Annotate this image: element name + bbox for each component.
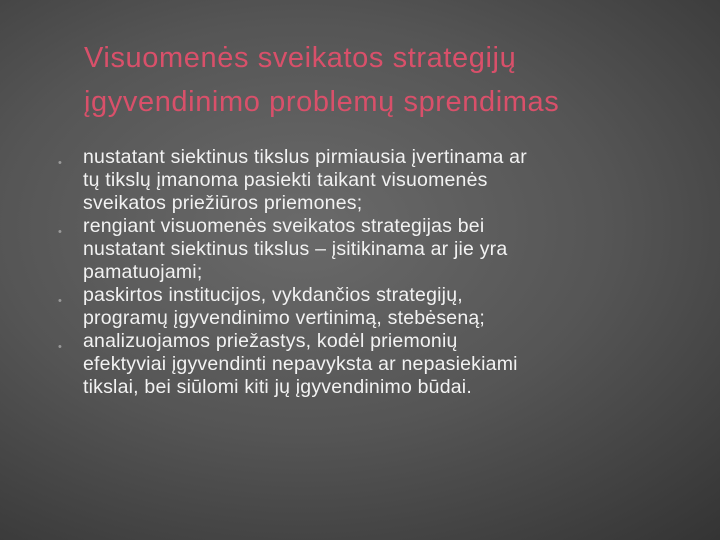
bullet-2-line-2: nustatant siektinus tikslus – įsitikinama ar jie yra xyxy=(83,238,508,260)
bullet-1-line-2: tų tikslų įmanoma pasiekti taikant visuomenės xyxy=(83,169,488,191)
bullet-item-4 xyxy=(58,330,688,399)
bullet-item-3 xyxy=(58,284,688,330)
bullet-dot-icon: • xyxy=(58,295,62,307)
bullet-text-3 xyxy=(83,284,485,330)
bullet-item-1 xyxy=(58,146,688,215)
bullet-item-2 xyxy=(58,215,688,284)
bullet-dot-icon: • xyxy=(58,157,62,169)
slide-title-line-1: Visuomenės sveikatos strategijų xyxy=(84,42,517,74)
bullet-4-line-2: efektyviai įgyvendinti nepavyksta ar nepasiekiami xyxy=(83,353,518,375)
bullet-3-line-1: paskirtos institucijos, vykdančios strategijų, xyxy=(83,284,463,306)
bullet-3-line-2: programų įgyvendinimo vertinimą, stebėseną; xyxy=(83,307,486,329)
slide-title-line-2: įgyvendinimo problemų sprendimas xyxy=(84,86,560,118)
bullet-4-line-1: analizuojamos priežastys, kodėl priemonių xyxy=(83,330,458,352)
bullet-text-4 xyxy=(83,330,518,399)
slide-title xyxy=(84,36,704,124)
bullet-4-line-3: tikslai, bei siūlomi kiti jų įgyvendinimo būdai. xyxy=(83,376,472,398)
bullet-1-line-1: nustatant siektinus tikslus pirmiausia įvertinama ar xyxy=(83,146,527,168)
bullet-text-2 xyxy=(83,215,507,284)
bullet-2-line-1: rengiant visuomenės sveikatos strategijas bei xyxy=(83,215,485,237)
bullet-dot-icon: • xyxy=(58,226,62,238)
bullet-1-line-3: sveikatos priežiūros priemones; xyxy=(83,192,363,214)
bullet-dot-icon: • xyxy=(58,341,62,353)
bullet-text-1 xyxy=(83,146,527,215)
bullet-list xyxy=(58,146,688,399)
bullet-2-line-3: pamatuojami; xyxy=(83,261,203,283)
